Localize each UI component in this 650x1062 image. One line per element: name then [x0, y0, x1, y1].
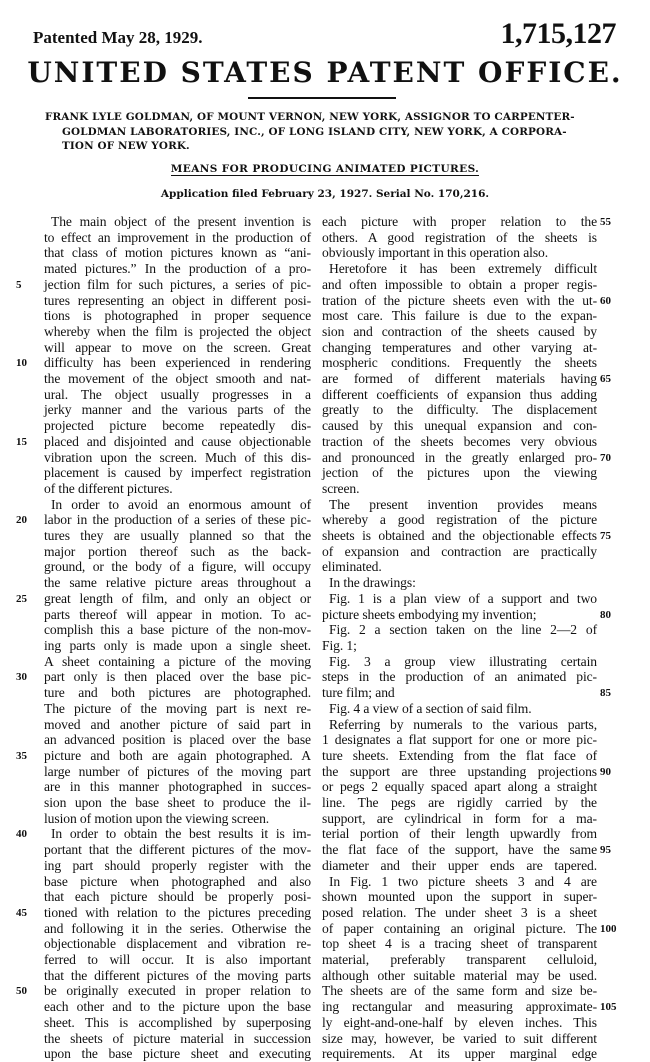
- text-line: jection of the pictures upon the viewing: [322, 465, 597, 481]
- line-number: 5: [16, 278, 22, 291]
- office-heading: UNITED STATES PATENT OFFICE.: [27, 56, 623, 89]
- text-line: most care. This failure is due to the expan-: [322, 308, 597, 324]
- text-line: ing part should properly register with the: [44, 857, 311, 873]
- text-line: although other suitable material may be used.: [322, 967, 597, 983]
- text-line: objectionable displacement and vibration re-: [44, 936, 311, 952]
- text-line: that the different pictures of the moving parts: [44, 967, 311, 983]
- text-line: vibration upon the screen. Much of this dis-: [44, 449, 311, 465]
- text-line: and following it in the series. Otherwise the: [44, 920, 311, 936]
- text-line: complish this a base picture of the non-mov-: [44, 622, 311, 638]
- text-line: A sheet containing a picture of the moving: [44, 653, 311, 669]
- line-number: 90: [600, 765, 611, 778]
- text-line: jerky manner and the various parts of the: [44, 402, 311, 418]
- line-number: 50: [16, 985, 27, 998]
- text-line: sion and contraction of the sheets caused by: [322, 323, 597, 339]
- line-number: 45: [16, 906, 27, 919]
- text-line: The main object of the present invention is: [51, 214, 311, 229]
- text-line: sheets is obtained and the objectionable effects: [322, 528, 597, 544]
- line-number: 30: [16, 671, 27, 684]
- text-line: In the drawings:: [329, 575, 416, 591]
- text-line: Fig. 1;: [322, 637, 357, 653]
- text-line: major portion thereof such as the back-: [44, 543, 311, 559]
- text-line: steps in the production of an animated pic-: [322, 669, 597, 685]
- line-number: 70: [600, 451, 611, 464]
- text-line: that each picture should be properly posi-: [44, 889, 311, 905]
- text-line: placed and disjointed and cause objectionable: [44, 433, 311, 449]
- text-line: ural. The object usually progresses in a: [44, 386, 311, 402]
- heading-rule: [248, 97, 396, 99]
- text-line: to effect an improvement in the production of: [44, 229, 311, 245]
- text-line: support, are cylindrical in form for a ma-: [322, 810, 597, 826]
- text-line: parts thereof will appear in motion. To ac-: [44, 606, 311, 622]
- text-line: an advanced position is placed over the base: [44, 732, 311, 748]
- line-number: 100: [600, 922, 617, 935]
- text-line: will appear to move on the screen. Great: [44, 339, 311, 355]
- text-line: labor in the production of a series of these pic-: [44, 512, 311, 528]
- text-line: are formed of different materials having: [322, 371, 597, 387]
- line-number: 95: [600, 844, 611, 856]
- text-line: top sheet 4 is a tracing sheet of transparent: [322, 936, 597, 952]
- text-line: The sheets are of the same form and size be-: [322, 983, 597, 999]
- text-line: changing temperatures and other varying at-: [322, 339, 597, 355]
- text-line: tures representing an object in different posi-: [44, 292, 311, 308]
- line-number: 25: [16, 592, 27, 605]
- text-line: traction of the sheets becomes very obvious: [322, 433, 597, 449]
- line-number: 40: [16, 828, 27, 841]
- text-line: material, preferably transparent celluloid,: [322, 952, 597, 968]
- text-line: large number of pictures of the moving part: [44, 763, 311, 779]
- text-line: others. A good registration of the sheets is: [322, 229, 597, 245]
- text-line: of paper containing an original picture. The: [322, 920, 597, 936]
- text-line: ing rectangular and measuring approximate-: [322, 999, 597, 1015]
- text-line: jection film for such pictures, a series of pic-: [44, 276, 311, 292]
- text-line: eliminated.: [322, 559, 382, 575]
- text-line: Fig. 2 a section taken on the line 2—2 of: [329, 622, 597, 638]
- line-number: 55: [600, 216, 611, 228]
- text-line: the flat face of the support, have the same: [322, 842, 597, 858]
- text-line: Referring by numerals to the various parts,: [329, 716, 597, 732]
- text-line: whereby when the film is projected the object: [44, 323, 311, 339]
- text-line: 1 designates a flat support for one or more pic-: [322, 732, 597, 748]
- line-number: 35: [16, 749, 27, 762]
- text-line: shown mounted upon the support in super-: [322, 889, 597, 905]
- text-line: size may, however, be varied to suit different: [322, 1030, 597, 1046]
- text-line: the sheets of picture material in succession: [44, 1030, 311, 1046]
- left-text-column: [44, 214, 311, 1062]
- text-line: posed relation. The under sheet 3 is a sheet: [322, 904, 597, 920]
- text-line: tions is photographed in proper sequence: [44, 308, 311, 324]
- text-line: picture sheets embodying my invention;: [322, 606, 537, 622]
- text-line: In order to obtain the best results it is im-: [51, 826, 311, 842]
- text-line: the same relative picture areas throughout a: [44, 575, 311, 591]
- text-line: tration of the picture sheets even with the ut-: [322, 292, 597, 308]
- assignor-line: FRANK LYLE GOLDMAN, OF MOUNT VERNON, NEW YORK, ASSIGNOR TO CARPENTER-: [45, 111, 575, 123]
- text-line: or pegs 2 equally spaced apart along a straight: [322, 779, 597, 795]
- assignor-line: GOLDMAN LABORATORIES, INC., OF LONG ISLAND CITY, NEW YORK, A CORPORA-: [62, 125, 567, 138]
- invention-title: [0, 163, 650, 175]
- application-line: Application filed February 23, 1927. Serial No. 170,216.: [160, 188, 490, 200]
- text-line: mospheric conditions. Frequently the sheets: [322, 355, 597, 371]
- text-line: ly eight-and-one-half by eleven inches. This: [322, 1014, 597, 1030]
- text-line: be originally executed in proper relation to: [44, 983, 311, 999]
- text-line: upon the base picture sheet and executing: [44, 1046, 311, 1062]
- text-line: each picture with proper relation to the: [322, 214, 597, 229]
- line-number: 85: [600, 687, 611, 699]
- text-line: greatly to the difficulty. The displacement: [322, 402, 597, 418]
- text-line: each other and to the picture upon the base: [44, 999, 311, 1015]
- text-line: Heretofore it has been extremely difficult: [329, 261, 597, 277]
- text-line: different coefficients of expansion thus adding: [322, 386, 597, 402]
- line-number: 15: [16, 435, 27, 448]
- text-line: of the different pictures.: [44, 480, 173, 496]
- text-line: difficulty has been experienced in rendering: [44, 355, 311, 371]
- text-line: ferred to will occur. It is also important: [44, 952, 311, 968]
- text-line: Fig. 1 is a plan view of a support and two: [329, 590, 597, 606]
- text-line: tures they are usually planned so that the: [44, 528, 311, 544]
- text-line: whereby a good registration of the picture: [322, 512, 597, 528]
- text-line: line. The pegs are rigidly carried by the: [322, 795, 597, 811]
- text-line: mated pictures.” In the production of a pro-: [44, 261, 311, 277]
- text-line: ture and both pictures are photographed.: [44, 685, 311, 701]
- text-line: terial portion of their length upwardly from: [322, 826, 597, 842]
- text-line: base picture when photographed and also: [44, 873, 311, 889]
- text-line: Fig. 3 a group view illustrating certain: [329, 653, 597, 669]
- text-line: portant that the different pictures of the mov-: [44, 842, 311, 858]
- text-line: tioned with relation to the pictures preceding: [44, 904, 311, 920]
- text-line: are in this manner photographed in succes-: [44, 779, 311, 795]
- invention-title-text: MEANS FOR PRODUCING ANIMATED PICTURES.: [170, 163, 480, 175]
- text-line: diameter and their upper ends are tapered.: [322, 857, 597, 873]
- text-line: sion upon the base sheet to produce the il-: [44, 795, 311, 811]
- text-line: picture and both are again photographed. A: [44, 747, 311, 763]
- text-line: In order to avoid an enormous amount of: [51, 496, 311, 512]
- text-line: that class of motion pictures known as “ani-: [44, 245, 311, 261]
- text-line: The present invention provides means: [329, 496, 597, 512]
- text-line: ground, or the body of a figure, will occupy: [44, 559, 311, 575]
- line-number: 75: [600, 530, 611, 542]
- text-line: of expansion and contraction are practically: [322, 543, 597, 559]
- text-line: the support are three upstanding projections: [322, 763, 597, 779]
- text-line: requirements. At its upper marginal edge: [322, 1046, 597, 1062]
- text-line: In Fig. 1 two picture sheets 3 and 4 are: [329, 873, 597, 889]
- text-line: ture sheets. Extending from the flat face of: [322, 747, 597, 763]
- text-line: screen.: [322, 480, 360, 496]
- text-line: and often impossible to obtain a proper regis-: [322, 276, 597, 292]
- text-line: placement is caused by imperfect registration: [44, 465, 311, 481]
- text-line: ture film; and: [322, 685, 395, 701]
- line-number: 20: [16, 514, 27, 527]
- text-line: The picture of the moving part is next re-: [44, 700, 311, 716]
- patent-number: 1,715,127: [500, 17, 616, 50]
- text-line: Fig. 4 a view of a section of said film.: [329, 700, 532, 716]
- line-number: 65: [600, 373, 611, 385]
- text-line: and pronounced in the greatly enlarged pro-: [322, 449, 597, 465]
- text-line: ing parts only is made upon a single sheet.: [44, 637, 311, 653]
- line-number: 10: [16, 357, 27, 370]
- text-line: lusion of motion upon the viewing screen.: [44, 810, 270, 826]
- text-line: great length of film, and only an object or: [44, 590, 311, 606]
- text-line: projected picture become repeatedly dis-: [44, 418, 311, 434]
- right-text-column: [322, 214, 597, 1062]
- text-line: caused by this unequal expansion and con-: [322, 418, 597, 434]
- assignor-block: [45, 110, 605, 154]
- text-line: part only is then placed over the base pic-: [44, 669, 311, 685]
- line-number: 60: [600, 294, 611, 307]
- text-line: sheet. This is accomplished by superposing: [44, 1014, 311, 1030]
- line-number: 105: [600, 1001, 617, 1013]
- text-line: obviously important in this operation also.: [322, 245, 549, 261]
- text-line: moved and another picture of said part in: [44, 716, 311, 732]
- assignor-line: TION OF NEW YORK.: [62, 140, 190, 152]
- patent-date: Patented May 28, 1929.: [33, 28, 203, 47]
- line-number: 80: [600, 608, 611, 621]
- text-line: the movement of the object smooth and nat-: [44, 371, 311, 387]
